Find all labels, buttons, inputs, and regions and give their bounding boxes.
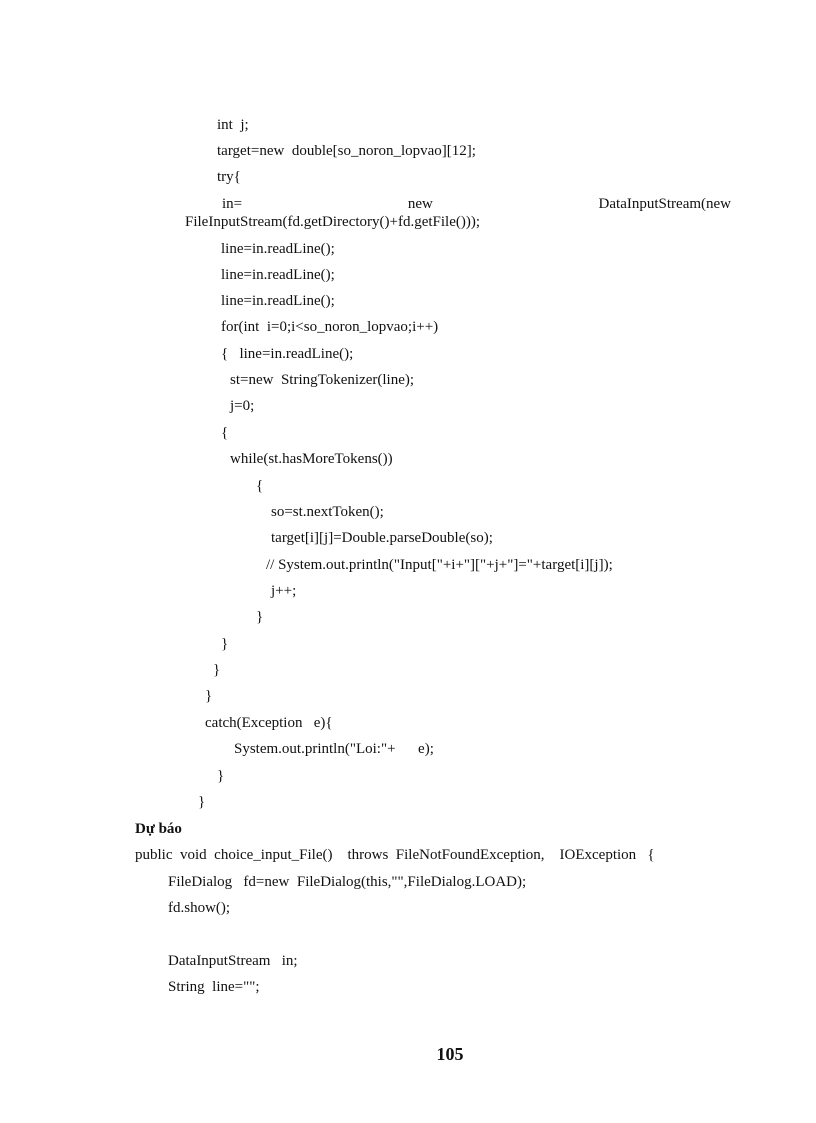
code-line: line=in.readLine(); [221,267,335,283]
code-line: } [217,768,225,784]
code-line: FileInputStream(fd.getDirectory()+fd.getFile())); [185,214,481,230]
code-line: target[i][j]=Double.parseDouble(so); [271,530,493,546]
code-line: j=0; [230,398,255,414]
code-line: fd.show(); [168,900,231,916]
code-line: } [256,609,264,625]
code-line: DataInputStream in; [168,953,298,969]
code-line: } [221,636,229,652]
code-line: public void choice_input_File() throws FileNotFoundException, IOException { [135,847,655,863]
code-line: line=in.readLine(); [221,293,335,309]
code-line: String line=""; [168,979,260,995]
code-line: target=new double[so_noron_lopvao][12]; [217,143,476,159]
page-number: 105 [436,1044,464,1064]
code-line: { [256,478,264,494]
code-line: j++; [271,583,297,599]
code-line: } [213,662,221,678]
code-line: so=st.nextToken(); [271,504,384,520]
code-token: in= [222,196,243,212]
section-heading: Dự báo [135,821,182,837]
code-line: line=in.readLine(); [221,241,335,257]
code-line: try{ [217,169,241,185]
code-line: } [198,794,206,810]
code-line: st=new StringTokenizer(line); [230,372,415,388]
justified-code-line [222,195,731,213]
code-token: new [407,196,433,212]
code-line: // System.out.println("Input["+i+"]["+j+"]="+target[i][j]); [266,557,613,573]
code-token: DataInputStream(new [598,196,731,212]
code-line: { [221,425,229,441]
code-line: FileDialog fd=new FileDialog(this,"",FileDialog.LOAD); [168,874,527,890]
code-line: int j; [217,117,249,133]
code-line: for(int i=0;i<so_noron_lopvao;i++) [221,319,439,335]
code-line: System.out.println("Loi:"+ e); [234,741,434,757]
code-line: } [205,688,213,704]
code-line: catch(Exception e){ [205,715,333,731]
code-line: { line=in.readLine(); [221,346,354,362]
code-line: while(st.hasMoreTokens()) [230,451,393,467]
